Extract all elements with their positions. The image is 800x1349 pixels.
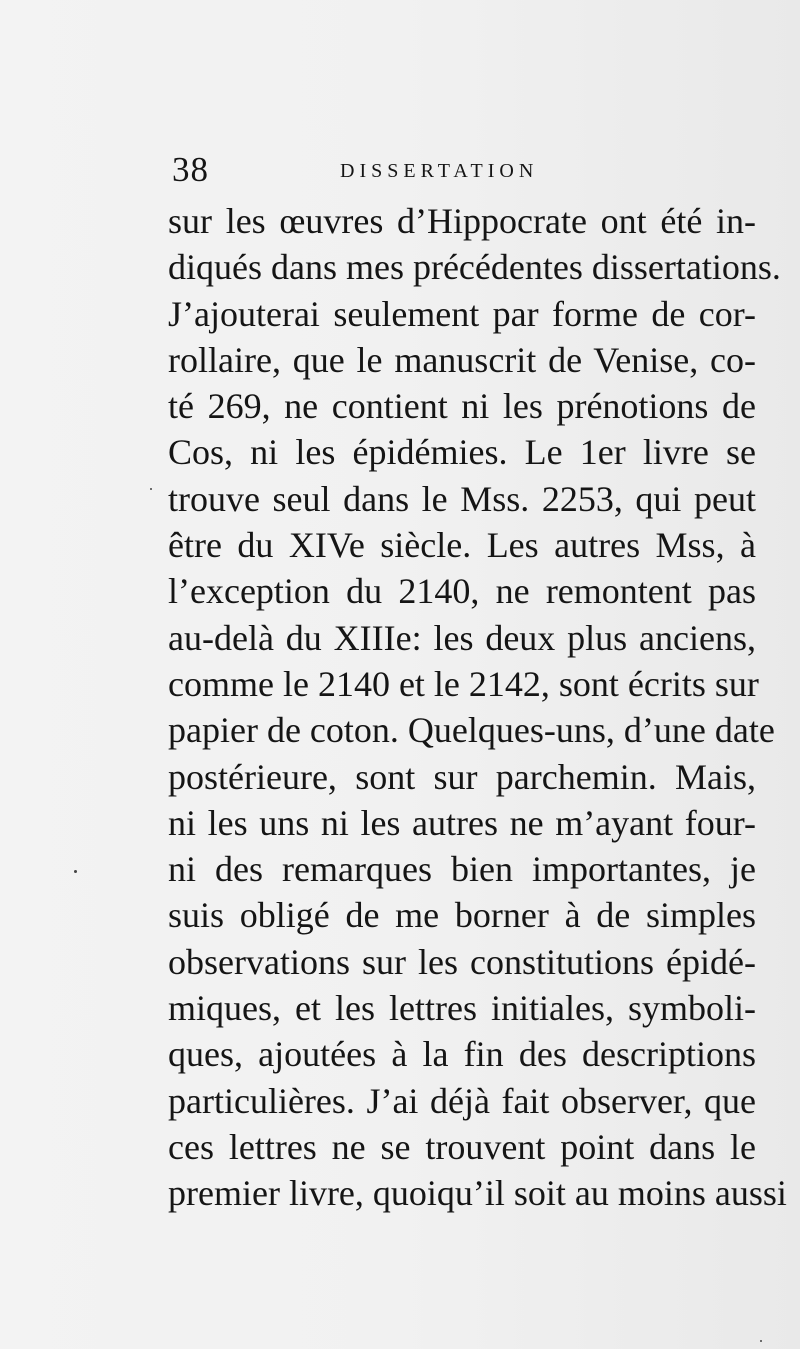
text-line: premier livre, quoiqu’il soit au moins aussi (168, 1173, 787, 1214)
text-line: sur les œuvres d’Hippocrate ont été in- (168, 201, 756, 241)
text-line: trouve seul dans le Mss. 2253, qui peut (168, 478, 756, 519)
page-number: 38 (172, 150, 209, 189)
text-line: ni des remarques bien importantes, je (168, 849, 756, 890)
text-line: té 269, ne contient ni les prénotions de (168, 386, 756, 427)
text-line: J’ajouterai seulement par forme de cor- (168, 293, 756, 334)
text-line: papier de coton. Quelques-uns, d’une date (168, 710, 775, 751)
page-header (168, 150, 748, 190)
body-text (168, 198, 787, 1217)
text-line: observations sur les constitutions épidé- (168, 941, 756, 982)
text-line: ques, ajoutées à la fin des descriptions (168, 1034, 756, 1075)
text-line: l’exception du 2140, ne remontent pas (168, 571, 756, 612)
text-line: au-delà du XIIIe: les deux plus anciens, (168, 617, 756, 658)
ink-speck (74, 870, 77, 873)
text-line: être du XIVe siècle. Les autres Mss, à (168, 525, 756, 566)
text-line: rollaire, que le manuscrit de Venise, co- (168, 339, 756, 380)
text-line: postérieure, sont sur parchemin. Mais, (168, 756, 756, 797)
ink-speck (760, 1340, 762, 1342)
text-line: comme le 2140 et le 2142, sont écrits sur (168, 663, 759, 704)
ink-speck (150, 488, 152, 490)
text-line: Cos, ni les épidémies. Le 1er livre se (168, 432, 756, 473)
text-line: particulières. J’ai déjà fait observer, que (168, 1080, 756, 1121)
text-line: suis obligé de me borner à de simples (168, 895, 756, 936)
running-title: DISSERTATION (340, 160, 539, 182)
text-line: ces lettres ne se trouvent point dans le (168, 1126, 756, 1167)
text-line: diqués dans mes précédentes dissertations. (168, 247, 781, 288)
text-line: miques, et les lettres initiales, symboli- (168, 988, 756, 1029)
text-line: ni les uns ni les autres ne m’ayant four- (168, 802, 756, 843)
